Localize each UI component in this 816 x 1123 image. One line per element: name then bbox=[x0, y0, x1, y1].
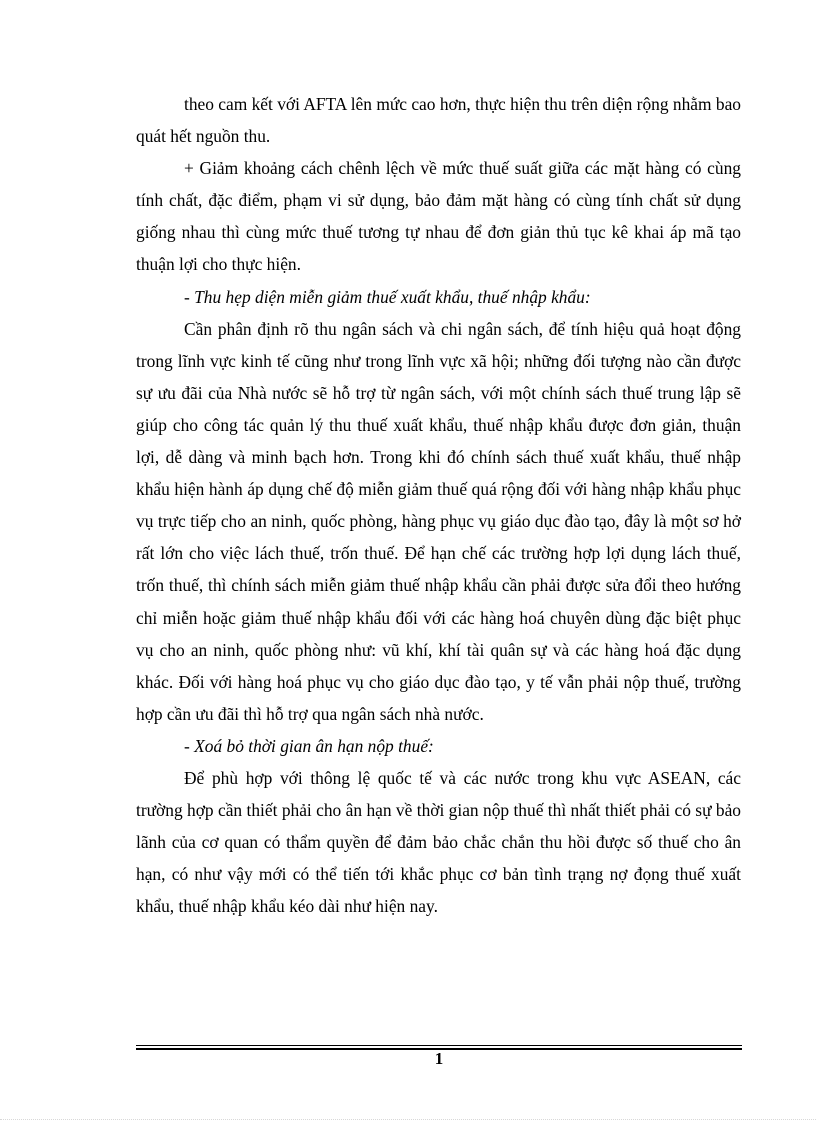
body-paragraph-grace-period: Để phù hợp với thông lệ quốc tế và các nước trong khu vực ASEAN, các trường hợp cần thiết phải cho ân hạn về thời gian nộp thuế thì nhất thiết phải có sự bảo lãnh của cơ quan có thẩm quyền để đảm bảo chắc chắn thu hồi được số thuế cho ân hạn, có như vậy mới có thể tiến tới khắc phục cơ bản tình trạng nợ đọng thuế xuất khẩu, thuế nhập khẩu kéo dài như hiện nay. bbox=[136, 767, 741, 917]
body-paragraph-exemptions: Cần phân định rõ thu ngân sách và chi ngân sách, để tính hiệu quả hoạt động trong lĩnh vực kinh tế cũng như trong lĩnh vực xã hội; những đối tượng nào cần được sự ưu đãi của Nhà nước sẽ hỗ trợ từ ngân sách, với một chính sách thuế trung lập sẽ giúp cho công tác quản lý thu thuế xuất khẩu, thuế nhập khẩu được đơn giản, thuận lợi, dễ dàng và minh bạch hơn. Trong khi đó chính sách thuế xuất khẩu, thuế nhập khẩu hiện hành áp dụng chế độ miễn giảm thuế quá rộng đối với hàng nhập khẩu phục vụ trực tiếp cho an ninh, quốc phòng, hàng phục vụ giáo dục đào tạo, đây là một sơ hở rất lớn cho việc lách thuế, trốn thuế. Để hạn chế các trường hợp lợi dụng lách thuế, trốn thuế, thì chính sách miễn giảm thuế nhập khẩu cần phải được sửa đổi theo hướng chỉ miễn hoặc giảm thuế nhập khẩu đối với các hàng hoá chuyên dùng đặc biệt phục vụ cho an ninh, quốc phòng như: vũ khí, khí tài quân sự và các hàng hoá đặc dụng khác. Đối với hàng hoá phục vụ cho giáo dục đào tạo, y tế vẫn phải nộp thuế, trường hợp cần ưu đãi thì hỗ trợ qua ngân sách nhà nước. bbox=[136, 318, 741, 724]
body-paragraph-tariff-gap: + Giảm khoảng cách chênh lệch về mức thuế suất giữa các mặt hàng có cùng tính chất, đặc điểm, phạm vi sử dụng, bảo đảm mặt hàng có cùng tính chất sử dụng giống nhau thì cùng mức thuế tương tự nhau để đơn giản thủ tục kê khai áp mã tạo thuận lợi cho thực hiện. bbox=[136, 158, 741, 275]
document-body bbox=[136, 88, 741, 922]
page-number: 1 bbox=[434, 1049, 444, 1068]
footer-rule-thin bbox=[136, 1045, 742, 1046]
body-paragraph-continuation: theo cam kết với AFTA lên mức cao hơn, thực hiện thu trên diện rộng nhằm bao quát hết nguồn thu. bbox=[136, 94, 741, 147]
section-heading-grace-period: - Xoá bỏ thời gian ân hạn nộp thuế: bbox=[184, 735, 434, 756]
page-edge-divider bbox=[0, 1119, 816, 1120]
section-heading-exemptions: - Thu hẹp diện miễn giảm thuế xuất khẩu, thuế nhập khẩu: bbox=[184, 286, 591, 307]
